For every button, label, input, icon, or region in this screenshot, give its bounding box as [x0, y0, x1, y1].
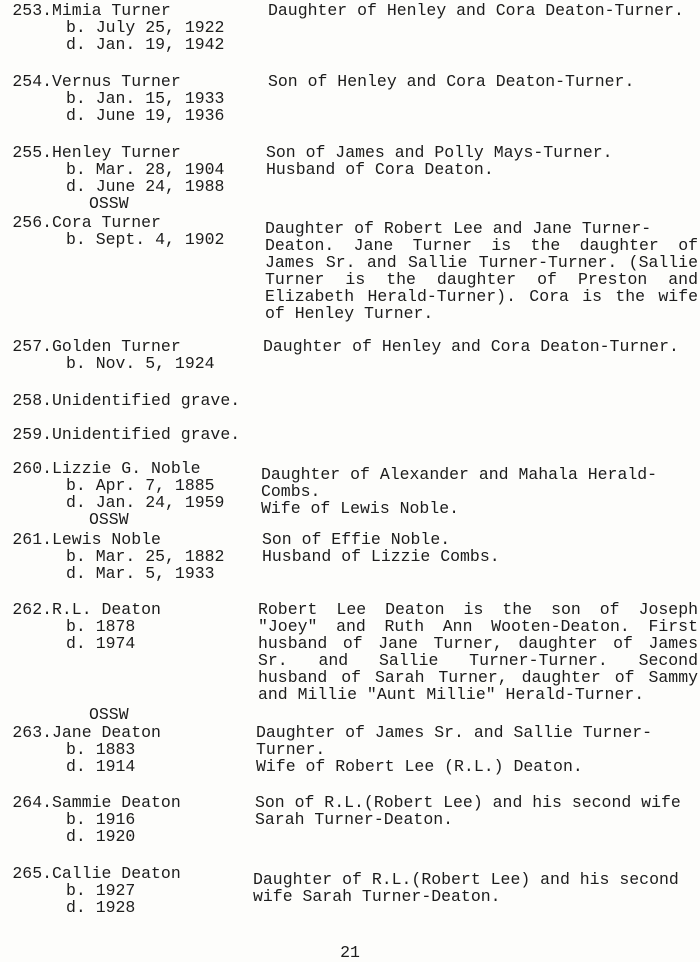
description-line: Deaton. Jane Turner is the daughter of [265, 236, 698, 255]
description-line: Husband of Cora Deaton. [266, 160, 494, 179]
description-line: Daughter of Robert Lee and Jane Turner- [265, 219, 652, 238]
description-line: Son of James and Polly Mays-Turner. [266, 143, 613, 162]
entry-description [268, 73, 698, 90]
entry-name: Henley Turner [52, 143, 181, 162]
description-line: husband of Sarah Turner, daughter of Sammy [258, 668, 698, 687]
entry-description [263, 338, 698, 355]
birth-date: b. 1883 [66, 740, 136, 759]
death-date: d. 1928 [66, 898, 136, 917]
description-line: Son of R.L.(Robert Lee) and his second wife [255, 793, 681, 812]
description-line: "Joey" and Ruth Ann Wooten-Deaton. First [258, 617, 698, 636]
entry-number: 258. [12, 391, 52, 410]
entry-description [255, 794, 698, 828]
entry-name: Mimia Turner [52, 1, 171, 20]
entry-name: Unidentified grave. [52, 425, 241, 444]
description-line: Turner. [256, 740, 326, 759]
entry-number: 263. [12, 723, 52, 742]
entry-description [268, 2, 698, 19]
description-line: Daughter of R.L.(Robert Lee) and his second [253, 870, 679, 889]
description-line: Son of Effie Noble. [262, 530, 451, 549]
entry-name: Unidentified grave. [52, 391, 241, 410]
entry-name: Cora Turner [52, 213, 161, 232]
entry-dates [66, 548, 224, 582]
entry-dates [66, 19, 224, 53]
death-date: d. June 19, 1936 [66, 106, 225, 125]
birth-date: b. 1927 [66, 881, 136, 900]
birth-date: b. Nov. 5, 1924 [66, 354, 215, 373]
entry-number: 260. [12, 459, 52, 478]
entry-description [261, 466, 698, 517]
death-date: d. Jan. 19, 1942 [66, 35, 225, 54]
entry-number: 259. [12, 425, 52, 444]
entry-number: 261. [12, 530, 52, 549]
entry-dates [66, 618, 135, 652]
description-line: Turner is the daughter of Preston and [265, 270, 698, 289]
entry-name: R.L. Deaton [52, 600, 161, 619]
entry-description [258, 601, 698, 703]
entry-description [262, 531, 698, 565]
entry-number: 256. [12, 213, 52, 232]
description-line: Robert Lee Deaton is the son of Joseph [258, 600, 698, 619]
entry-description [265, 220, 698, 322]
birth-date: b. 1878 [66, 617, 136, 636]
entry-dates [66, 882, 135, 916]
entry-description [266, 144, 698, 178]
description-line: and Millie "Aunt Millie" Herald-Turner. [258, 685, 645, 704]
description-line: Sarah Turner-Deaton. [255, 810, 454, 829]
description-line: Daughter of Alexander and Mahala Herald- [261, 465, 658, 484]
description-line: Daughter of Henley and Cora Deaton-Turner. [268, 1, 684, 20]
ossw-marker: OSSW [89, 510, 129, 529]
entry-number: 257. [12, 337, 52, 356]
death-date: d. 1920 [66, 827, 136, 846]
entry-dates [66, 161, 224, 195]
entry-dates [66, 231, 224, 248]
description-line: Elizabeth Herald-Turner). Cora is the wife [265, 287, 698, 306]
description-line: Sr. and Sallie Turner-Turner. Second [258, 651, 698, 670]
death-date: d. June 24, 1988 [66, 177, 225, 196]
description-line: Husband of Lizzie Combs. [262, 547, 500, 566]
birth-date: b. 1916 [66, 810, 136, 829]
entry-name: Golden Turner [52, 337, 181, 356]
entry-name: Sammie Deaton [52, 793, 181, 812]
birth-date: b. Mar. 28, 1904 [66, 160, 225, 179]
ossw-marker: OSSW [89, 194, 129, 213]
ossw-marker: OSSW [89, 705, 129, 724]
description-line: Daughter of Henley and Cora Deaton-Turner. [263, 337, 679, 356]
entry-name: Vernus Turner [52, 72, 181, 91]
entry-name: Lizzie G. Noble [52, 459, 201, 478]
entry-number: 264. [12, 793, 52, 812]
entry-dates [66, 477, 224, 511]
birth-date: b. July 25, 1922 [66, 18, 225, 37]
page-number: 21 [340, 943, 360, 962]
description-line: James Sr. and Sallie Turner-Turner. (Sallie [265, 253, 698, 272]
death-date: d. Mar. 5, 1933 [66, 564, 215, 583]
entry-name: Jane Deaton [52, 723, 161, 742]
entry-number: 253. [12, 1, 52, 20]
description-line: Wife of Robert Lee (R.L.) Deaton. [256, 757, 583, 776]
description-line: wife Sarah Turner-Deaton. [253, 887, 501, 906]
entry-number: 255. [12, 143, 52, 162]
birth-date: b. Sept. 4, 1902 [66, 230, 225, 249]
description-line: Daughter of James Sr. and Sallie Turner- [256, 723, 653, 742]
entry-description [253, 871, 698, 905]
entry-dates [66, 355, 215, 372]
death-date: d. 1974 [66, 634, 136, 653]
description-line: of Henley Turner. [265, 304, 434, 323]
entry-name: Lewis Noble [52, 530, 161, 549]
entry-number: 265. [12, 864, 52, 883]
birth-date: b. Jan. 15, 1933 [66, 89, 225, 108]
description-line: Combs. [261, 482, 321, 501]
birth-date: b. Apr. 7, 1885 [66, 476, 215, 495]
description-line: Wife of Lewis Noble. [261, 499, 460, 518]
entry-number: 262. [12, 600, 52, 619]
entry-description [256, 724, 698, 775]
death-date: d. Jan. 24, 1959 [66, 493, 225, 512]
entry-number: 254. [12, 72, 52, 91]
entry-name: Callie Deaton [52, 864, 181, 883]
entry-dates [66, 90, 224, 124]
description-line: husband of Jane Turner, daughter of James [258, 634, 698, 653]
entry-dates [66, 811, 135, 845]
death-date: d. 1914 [66, 757, 136, 776]
birth-date: b. Mar. 25, 1882 [66, 547, 225, 566]
entry-dates [66, 741, 135, 775]
description-line: Son of Henley and Cora Deaton-Turner. [268, 72, 635, 91]
